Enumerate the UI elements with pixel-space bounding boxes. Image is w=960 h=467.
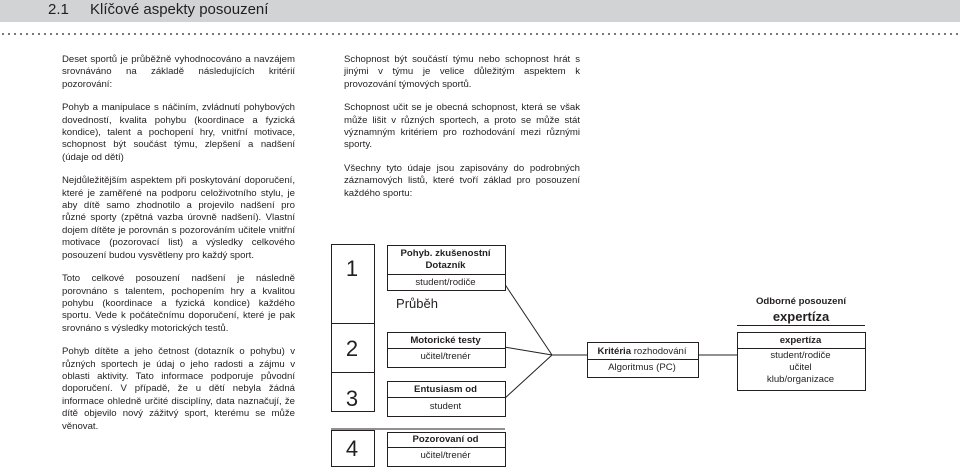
criteria-label [587,346,697,358]
box-label: Pohyb. zkušenostní [400,248,491,259]
box-label: učitel [789,362,812,373]
criteria-rest: rozhodování [631,346,687,357]
expert-title: Odborné posouzení [755,296,847,307]
paragraph: Nejdůležitějším aspektem při poskytování doporučení, které je zaměřené na podporu celoživotního stylu, je aby dítě samo zhodnotilo a projevilo nadšení pro různé sporty (zpětná vazba úrovně nadšení). Vlastní dojem dítěte je porovnán s pozorováním učitele vnitřní motivace (pozorovací list) a výsledky celkového posouzení budou vysvětleny pro každý sport. [62,175,295,261]
box-label: Algoritmus (PC) [608,362,676,373]
box-label: učitel/trenér [420,351,471,362]
section-number: 2.1 [48,1,69,18]
box-label: student [429,401,462,412]
divider [331,372,374,373]
paragraph: Schopnost být součástí týmu nebo schopnost hrát s jinými v týmu je velice důležitým aspektem k provozování týmových sportů. [344,54,580,90]
paragraph: Schopnost učit se je obecná schopnost, která se však může lišit v různých sportech, a proto se může stát významným kritériem pro rozhodování mezi různými sporty. [344,102,580,151]
paragraph: Pohyb dítěte a jeho četnost (dotazník o pohybu) v různých sportech je údaj o jeho radosti a zájmu v oblasti aktivity. Tato informace podporuje původní doporučení. V případě, že u dětí nebyla žádná informace ohledně určité disciplíny, data naznačují, že dítě objevilo nový zážitvý sport, kterému se může věnovat. [62,346,295,432]
expert-title-big: expertíza [772,309,830,324]
step-number: 4 [345,436,359,461]
box-label: expertíza [779,335,822,346]
box-label: Dotazník [425,260,466,271]
divider [387,348,505,349]
box-label: klub/organizace [766,374,835,385]
box-label: Motorické testy [410,335,481,346]
progress-label: Průběh [396,296,438,311]
divider [587,359,698,360]
divider [737,325,865,326]
divider [387,397,505,398]
divider [387,274,505,275]
paragraph: Toto celkové posouzení nadšení je následně porovnáno s talentem, pochopením hry a kvalitou pohybu (koordinace a fyzická kondice) každého sportu. Vede k počátečnímu doporučení, které je pak srovnáno s výsledky motorických testů. [62,273,295,334]
step-number: 2 [345,336,359,361]
divider [331,323,374,324]
paragraph: Deset sportů je průběžně vyhodnocováno a navzájem srovnáváno na základě následujících kritérií pozorování: [62,54,295,90]
box-label: Pozorovaní od [412,434,479,445]
step-number: 3 [345,386,359,411]
criteria-bold: Kritéria [597,346,632,357]
divider [387,447,505,448]
paragraph: Všechny tyto údaje jsou zapisovány do podrobných záznamových listů, které tvoří základ pro posouzení každého sportu: [344,162,580,199]
box-label: student/rodiče [770,350,831,361]
box-label: učitel/trenér [420,450,471,461]
section-title: Klíčové aspekty posouzení [90,1,269,18]
step-number: 1 [345,256,359,281]
divider [737,348,865,349]
box-label: Entusiasm od [414,384,477,395]
paragraph: Pohyb a manipulace s náčiním, zvládnutí pohybových dovedností, kvalita pohybu (koordinace a fyzická kondice), talent a pochopení hry, vnitřní motivace, schopnost být součást týmu, zlepšení a nadšení (údaje od dětí) [62,102,295,163]
box-label: student/rodiče [415,277,476,288]
